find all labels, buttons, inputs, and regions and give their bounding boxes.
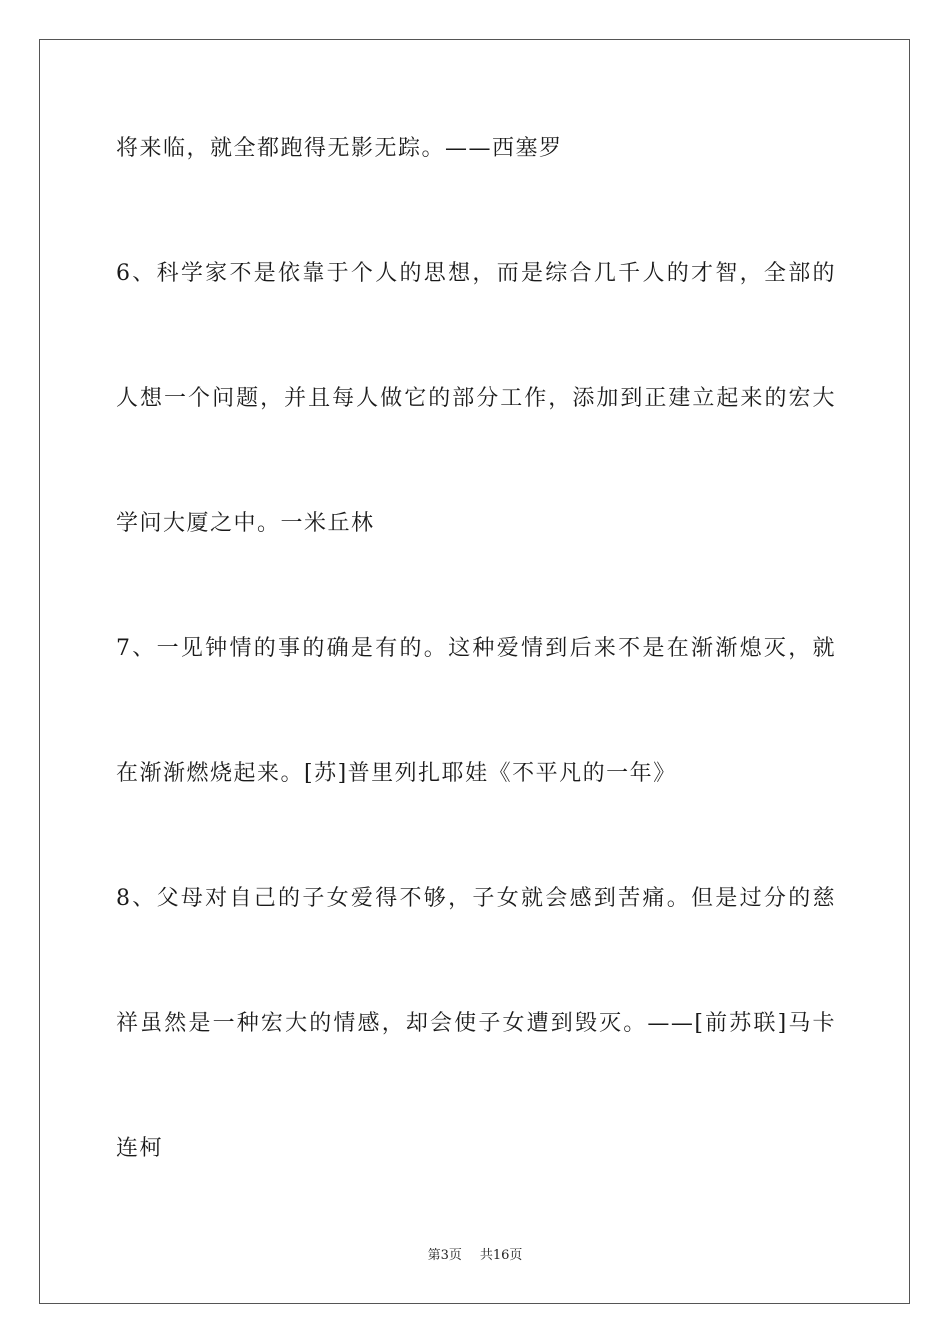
text-line: 在渐渐燃烧起来。[苏]普里列扎耶娃《不平凡的一年》: [116, 761, 677, 786]
text-line: 8、父母对自己的子女爱得不够，子女就会感到苦痛。但是过分的慈: [116, 886, 836, 911]
text-line: 6、科学家不是依靠于个人的思想，而是综合几千人的才智，全部的: [116, 261, 836, 286]
text-line: 学问大厦之中。一米丘林: [116, 511, 375, 536]
text-line: 连柯: [116, 1136, 164, 1161]
text-line: 人想一个问题，并且每人做它的部分工作，添加到正建立起来的宏大: [116, 386, 836, 411]
text-line: 祥虽然是一种宏大的情感，却会使子女遭到毁灭。——[前苏联]马卡: [116, 1011, 836, 1036]
page-number: 第3页: [427, 1248, 462, 1263]
page-border: [39, 39, 910, 1304]
text-line: 7、一见钟情的事的确是有的。这种爱情到后来不是在渐渐熄灭，就: [116, 636, 836, 661]
page-total: 共16页: [479, 1248, 523, 1263]
page-footer: [0, 1247, 950, 1265]
text-line: 将来临，就全都跑得无影无踪。——西塞罗: [116, 136, 563, 161]
